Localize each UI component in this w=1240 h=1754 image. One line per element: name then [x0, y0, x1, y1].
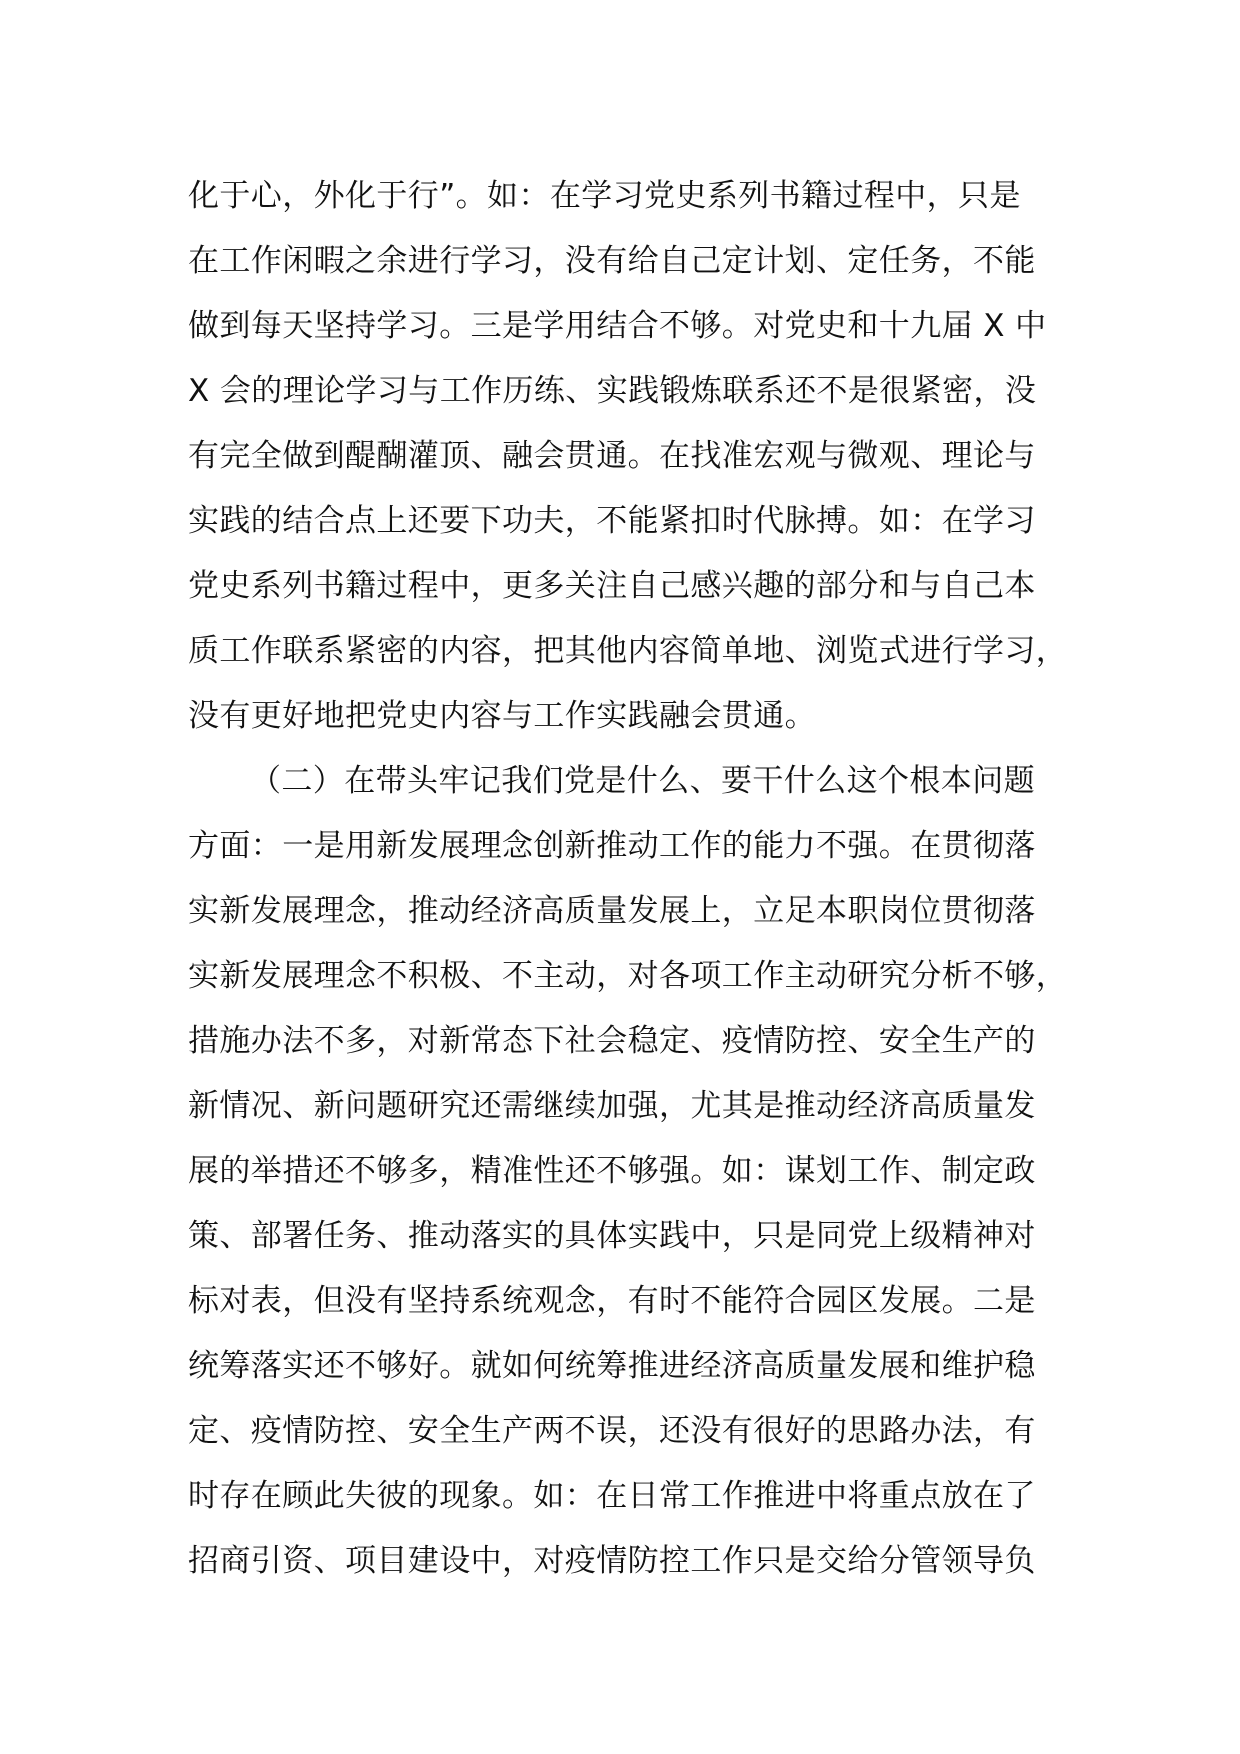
section-heading-line: （二）在带头牢记我们党是什么、要干什么这个根本问题 [250, 763, 1035, 799]
text-line: 措施办法不多，对新常态下社会稳定、疫情防控、安全生产的 [188, 1023, 1036, 1059]
text-line: 在工作闲暇之余进行学习，没有给自己定计划、定任务，不能 [188, 243, 1036, 279]
body-text [188, 164, 1088, 1594]
text-line: 方面：一是用新发展理念创新推动工作的能力不强。在贯彻落 [188, 828, 1036, 864]
text-line: 质工作联系紧密的内容，把其他内容简单地、浏览式进行学习， [188, 633, 1068, 669]
text-line: 展的举措还不够多，精准性还不够强。如：谋划工作、制定政 [188, 1153, 1036, 1189]
text-line: 策、部署任务、推动落实的具体实践中，只是同党上级精神对 [188, 1218, 1036, 1254]
text-line: 招商引资、项目建设中，对疫情防控工作只是交给分管领导负 [188, 1543, 1036, 1579]
text-line: 定、疫情防控、安全生产两不误，还没有很好的思路办法，有 [188, 1413, 1036, 1449]
text-line: 党史系列书籍过程中，更多关注自己感兴趣的部分和与自己本 [188, 568, 1036, 604]
text-line: 做到每天坚持学习。三是学用结合不够。对党史和十九届 X 中 [188, 308, 1047, 344]
text-line: 有完全做到醍醐灌顶、融会贯通。在找准宏观与微观、理论与 [188, 438, 1036, 474]
text-line: 统筹落实还不够好。就如何统筹推进经济高质量发展和维护稳 [188, 1348, 1036, 1384]
text-line: 时存在顾此失彼的现象。如：在日常工作推进中将重点放在了 [188, 1478, 1036, 1514]
text-line: X 会的理论学习与工作历练、实践锻炼联系还不是很紧密，没 [188, 373, 1037, 409]
text-line: 实新发展理念，推动经济高质量发展上，立足本职岗位贯彻落 [188, 893, 1036, 929]
text-line: 化于心，外化于行”。如：在学习党史系列书籍过程中，只是 [188, 178, 1021, 214]
text-line: 没有更好地把党史内容与工作实践融会贯通。 [188, 698, 816, 734]
text-line: 实践的结合点上还要下功夫，不能紧扣时代脉搏。如：在学习 [188, 503, 1036, 539]
text-line: 新情况、新问题研究还需继续加强，尤其是推动经济高质量发 [188, 1088, 1036, 1124]
text-line: 实新发展理念不积极、不主动，对各项工作主动研究分析不够， [188, 958, 1068, 994]
text-line: 标对表，但没有坚持系统观念，有时不能符合园区发展。二是 [188, 1283, 1036, 1319]
